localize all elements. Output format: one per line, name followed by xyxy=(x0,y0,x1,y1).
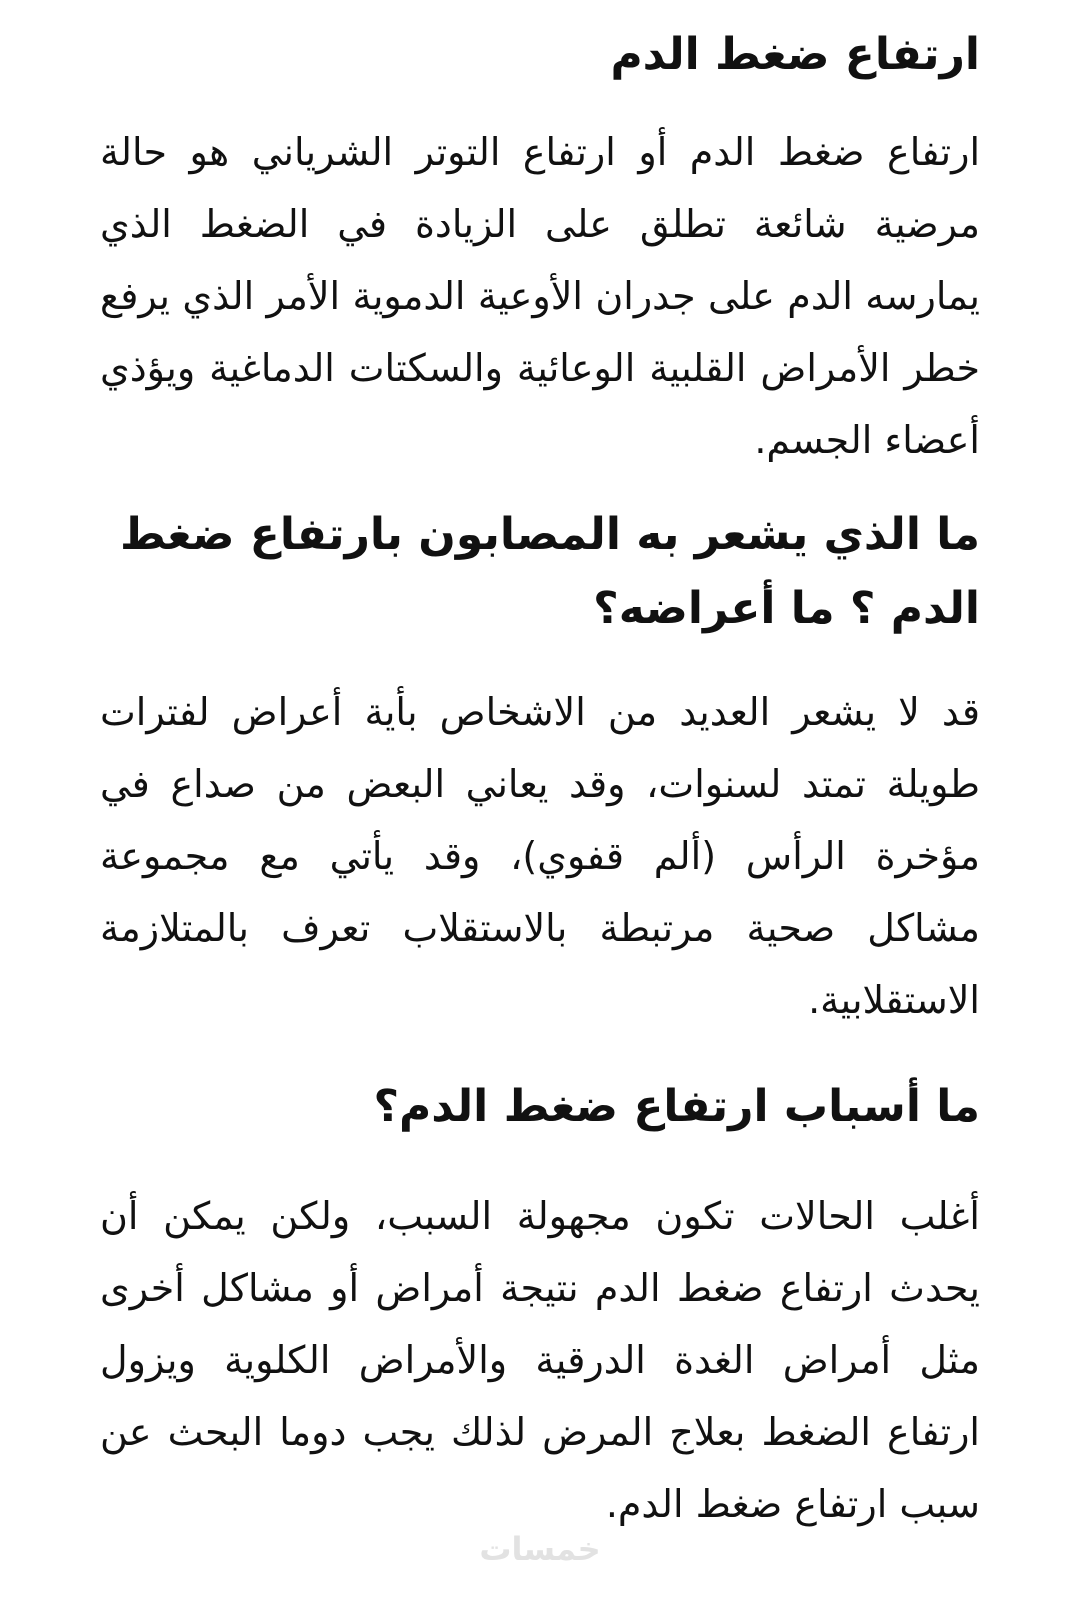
heading-high-blood-pressure: ارتفاع ضغط الدم xyxy=(610,29,980,80)
paragraph-causes: أغلب الحالات تكون مجهولة السبب، ولكن يمكن أن يحدث ارتفاع ضغط الدم نتيجة أمراض أو مشاكل أخرى مثل أمراض الغدة الدرقية والأمراض الكلوية ويزول ارتفاع الضغط بعلاج المرض لذلك يجب دوما البحث عن سبب ارتفاع ضغط الدم. xyxy=(100,1194,980,1526)
khamsat-watermark-logo: خمسات xyxy=(479,1530,601,1568)
heading-causes: ما أسباب ارتفاع ضغط الدم؟ xyxy=(373,1081,980,1132)
heading-symptoms: ما الذي يشعر به المصابون بارتفاع ضغط الدم ؟ ما أعراضه؟ xyxy=(120,509,980,634)
paragraph-symptoms: قد لا يشعر العديد من الاشخاص بأية أعراض لفترات طويلة تمتد لسنوات، وقد يعاني البعض من صداع في مؤخرة الرأس (ألم قفوي)، وقد يأتي مع مجموعة مشاكل صحية مرتبطة بالاستقلاب تعرف بالمتلازمة الاستقلابية. xyxy=(100,690,980,1022)
paragraph-definition: ارتفاع ضغط الدم أو ارتفاع التوتر الشرياني هو حالة مرضية شائعة تطلق على الزيادة في الضغط الذي يمارسه الدم على جدران الأوعية الدموية الأمر الذي يرفع خطر الأمراض القلبية الوعائية والسكتات الدماغية ويؤذي أعضاء الجسم. xyxy=(100,130,980,462)
